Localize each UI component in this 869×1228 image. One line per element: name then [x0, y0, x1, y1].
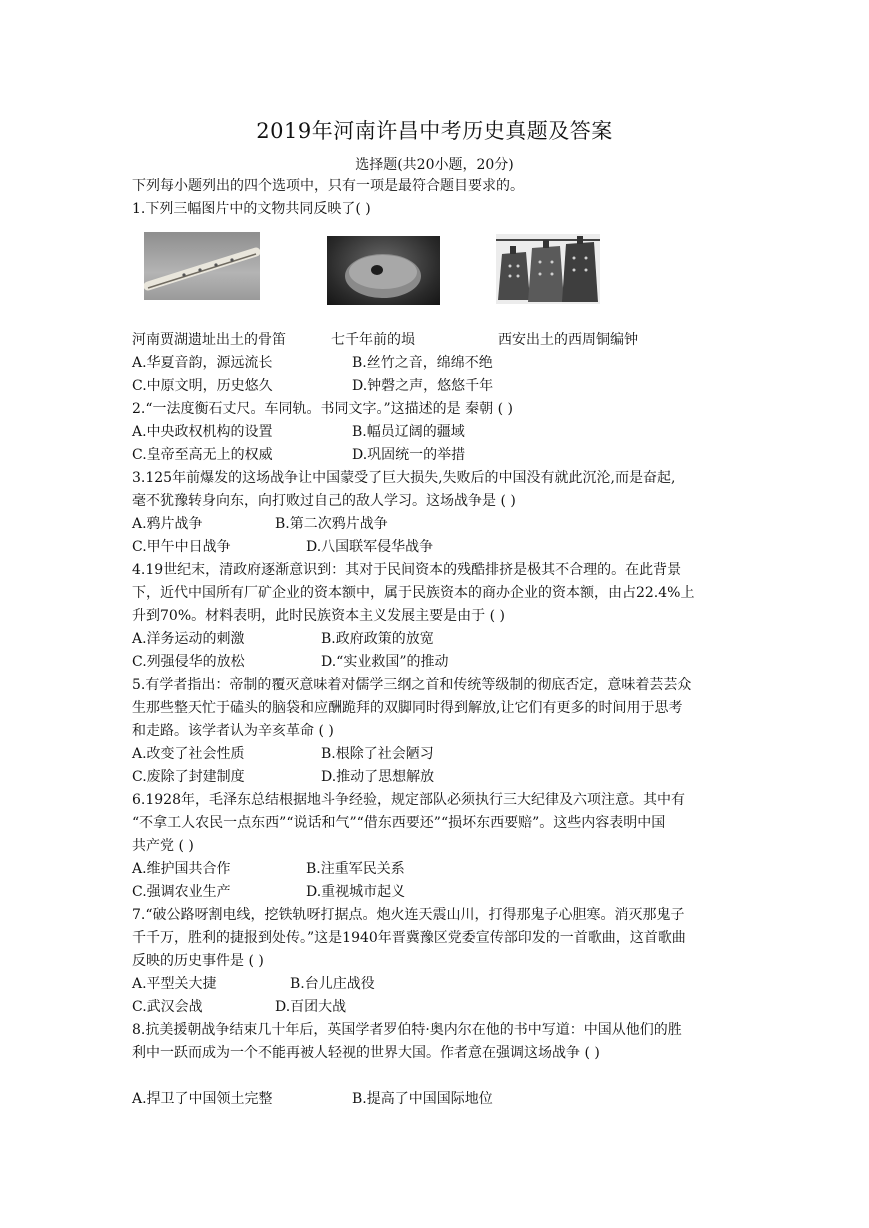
caption-xun: 七千年前的埙 — [331, 332, 415, 348]
q6-option-c: C.强调农业生产 — [132, 884, 231, 900]
q5-option-c: C.废除了封建制度 — [132, 769, 245, 785]
question-4-stem-line-1: 4.19世纪末，清政府逐渐意识到：其对于民间资本的残酷排挤是极其不合理的。在此背景 — [132, 562, 682, 578]
question-7-stem-line-1: 7.“破公路呀割电线，挖铁轨呀打据点。炮火连天震山川，打得那鬼子心胆寒。消灭那鬼子 — [132, 907, 685, 923]
q7-option-d: D.百团大战 — [275, 999, 347, 1015]
q4-option-c: C.列强侵华的放松 — [132, 654, 245, 670]
q2-option-b: B.幅员辽阔的疆域 — [352, 424, 465, 440]
question-4-stem-line-2: 下，近代中国所有厂矿企业的资本额中，属于民族资本的商办企业的资本额，由占22.4%上 — [132, 585, 695, 601]
q5-option-d: D.推动了思想解放 — [321, 769, 435, 785]
q1-option-c: C.中原文明，历史悠久 — [132, 378, 273, 394]
q8-option-b: B.提高了中国国际地位 — [352, 1091, 493, 1107]
question-7-stem-line-2: 千千万，胜利的捷报到处传。”这是1940年晋冀豫区党委宣传部印发的一首歌曲，这首歌曲 — [132, 930, 686, 946]
q6-option-d: D.重视城市起义 — [306, 884, 406, 900]
question-3-stem-line-1: 3.125年前爆发的这场战争让中国蒙受了巨大损失,失败后的中国没有就此沉沦,而是奋起, — [132, 470, 676, 486]
question-6-stem-line-3: 共产党 ( ) — [132, 838, 194, 854]
q5-option-a: A.改变了社会性质 — [132, 746, 245, 762]
question-3-stem-line-2: 毫不犹豫转身向东，向打败过自己的敌人学习。这场战争是 ( ) — [132, 493, 516, 509]
question-8-stem-line-1: 8.抗美援朝战争结束几十年后，英国学者罗伯特·奥内尔在他的书中写道：中国从他们的胜 — [132, 1022, 682, 1038]
q3-option-c: C.甲午中日战争 — [132, 539, 231, 555]
q3-option-d: D.八国联军侵华战争 — [306, 539, 434, 555]
bronze-bells-photo — [496, 234, 600, 304]
question-8-stem-line-2: 利中一跃而成为一个不能再被人轻视的世界大国。作者意在强调这场战争 ( ) — [132, 1045, 600, 1061]
question-5-stem-line-3: 和走路。该学者认为辛亥革命 ( ) — [132, 723, 334, 739]
q2-option-d: D.巩固统一的举措 — [352, 447, 466, 463]
section-heading: 选择题(共20小题，20分) — [355, 157, 514, 173]
q1-option-a: A.华夏音韵，源远流长 — [132, 355, 273, 371]
question-5-stem-line-1: 5.有学者指出：帝制的覆灭意味着对儒学三纲之首和传统等级制的彻底否定，意味着芸芸众 — [132, 677, 692, 693]
question-6-stem-line-2: “不拿工人农民一点东西”“说话和气”“借东西要还”“损坏东西要赔”。这些内容表明中国 — [132, 815, 666, 831]
question-5-stem-line-2: 生那些整天忙于磕头的脑袋和应酬跪拜的双脚同时得到解放,让它们有更多的时间用于思考 — [132, 700, 683, 716]
question-7-stem-line-3: 反映的历史事件是 ( ) — [132, 953, 264, 969]
page-title: 2019年河南许昌中考历史真题及答案 — [256, 119, 613, 143]
q3-option-b: B.第二次鸦片战争 — [275, 516, 388, 532]
q4-option-b: B.政府政策的放宽 — [321, 631, 434, 647]
q8-option-a: A.捍卫了中国领土完整 — [132, 1091, 273, 1107]
q4-option-d: D.“实业救国”的推动 — [321, 654, 449, 670]
q5-option-b: B.根除了社会陋习 — [321, 746, 434, 762]
question-1-stem: 1.下列三幅图片中的文物共同反映了( ) — [132, 201, 371, 217]
q1-option-b: B.丝竹之音，绵绵不绝 — [352, 355, 493, 371]
q7-option-b: B.台儿庄战役 — [290, 976, 375, 992]
question-2-stem: 2.“一法度衡石丈尺。车同轨。书同文字。”这描述的是 秦朝 ( ) — [132, 401, 513, 417]
q7-option-c: C.武汉会战 — [132, 999, 203, 1015]
q6-option-b: B.注重军民关系 — [306, 861, 405, 877]
question-4-stem-line-3: 升到70%。材料表明，此时民族资本主义发展主要是由于 ( ) — [132, 608, 505, 624]
xun-photo — [327, 236, 440, 305]
instruction-text: 下列每小题列出的四个选项中，只有一项是最符合题目要求的。 — [132, 178, 524, 194]
q2-option-a: A.中央政权机构的设置 — [132, 424, 273, 440]
q3-option-a: A.鸦片战争 — [132, 516, 203, 532]
caption-bronze-bells: 西安出土的西周铜编钟 — [498, 332, 638, 348]
q7-option-a: A.平型关大捷 — [132, 976, 217, 992]
question-6-stem-line-1: 6.1928年，毛泽东总结根据地斗争经验，规定部队必须执行三大纪律及六项注意。其中有 — [132, 792, 685, 808]
q1-option-d: D.钟磬之声，悠悠千年 — [352, 378, 494, 394]
q4-option-a: A.洋务运动的刺激 — [132, 631, 245, 647]
bone-flute-photo — [144, 232, 260, 300]
caption-bone-flute: 河南贾湖遗址出土的骨笛 — [132, 332, 286, 348]
q2-option-c: C.皇帝至高无上的权威 — [132, 447, 273, 463]
q6-option-a: A.维护国共合作 — [132, 861, 231, 877]
